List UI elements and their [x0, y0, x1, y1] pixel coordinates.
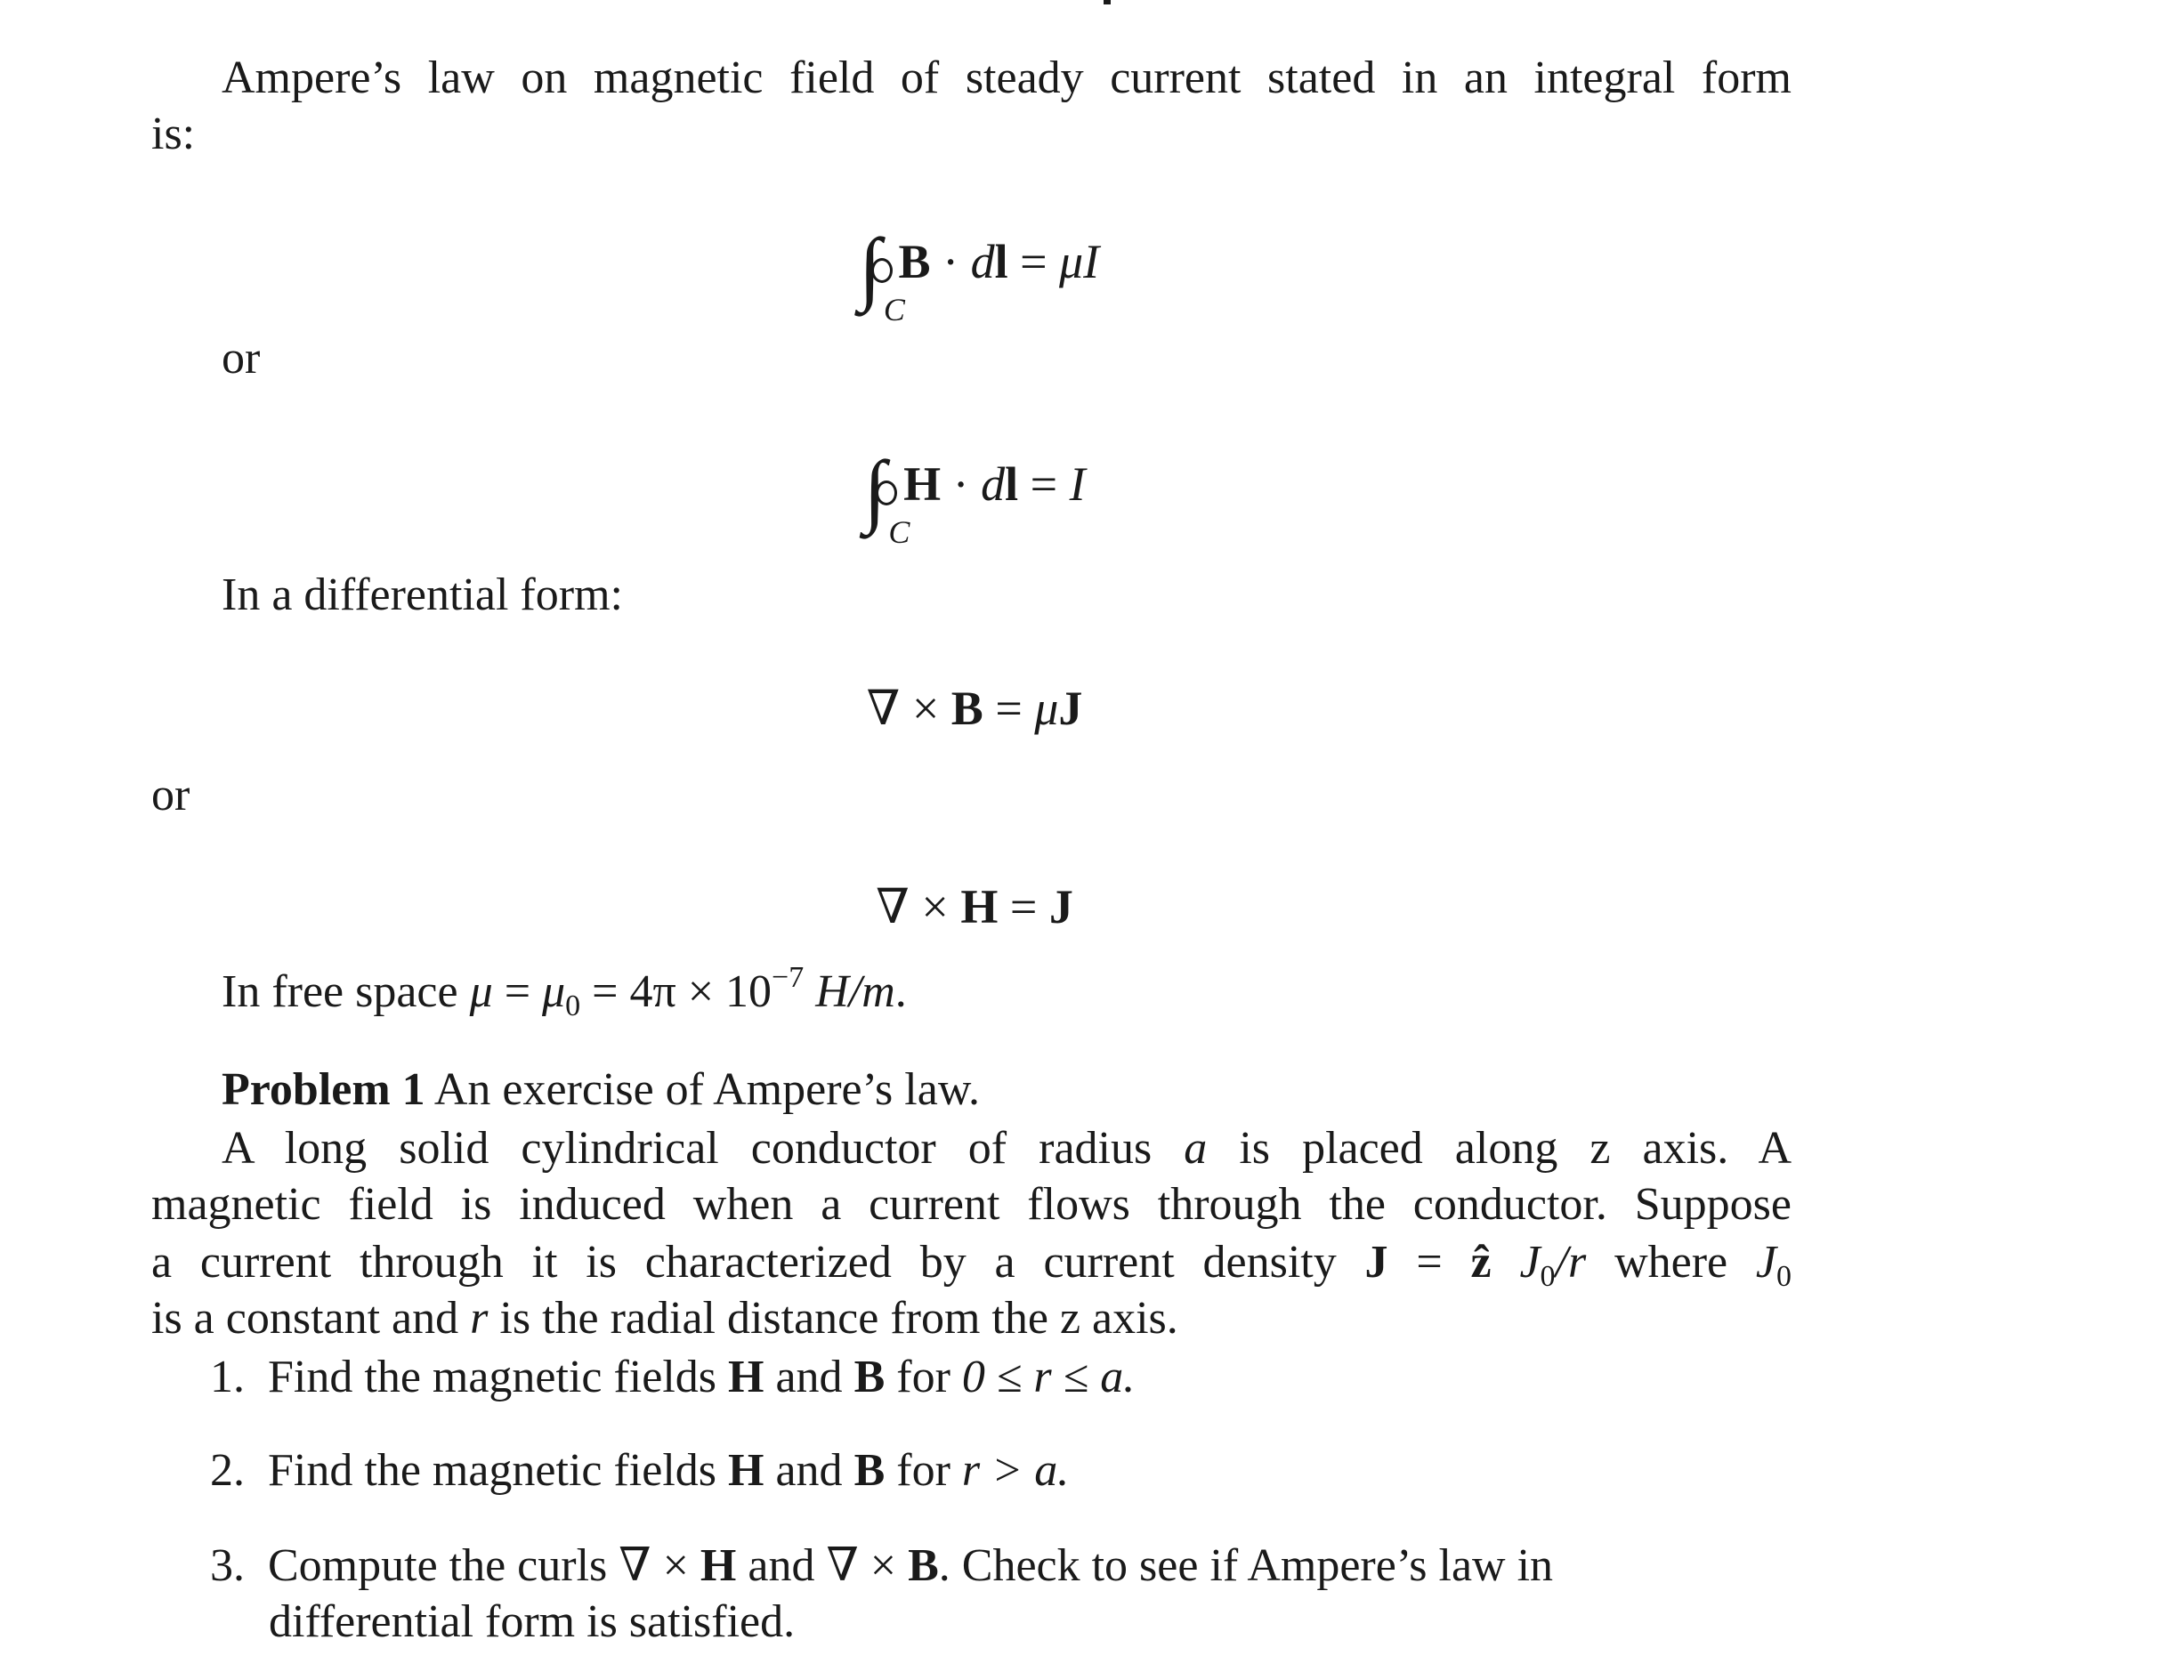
list-item-2: 2. Find the magnetic fields H and B for r > a. — [210, 1445, 1070, 1496]
intro-line-1: Ampere’s law on magnetic field of steady current stated in an integral form — [222, 52, 1792, 103]
problem-line-1: A long solid cylindrical conductor of radius a is placed along z axis. A — [222, 1123, 1792, 1174]
problem-heading: Problem 1 An exercise of Ampere’s law. — [222, 1064, 980, 1115]
differential-form-intro: In a differential form: — [222, 569, 623, 620]
problem-line-3: a current through it is characterized by a current density J = ẑ J0/r where J0 — [151, 1237, 1792, 1293]
free-space-line: In free space $\mu = \mu 0 = 4\pi \times 10^{-7}$ H/m. — [222, 961, 907, 1022]
or-text-2: or — [151, 770, 190, 820]
problem-line-2: magnetic field is induced when a current flows through the conductor. Suppose — [151, 1179, 1792, 1230]
equation-integral-B: ∫ C B · dl = μI — [858, 221, 1100, 327]
equation-curl-H: ∇ × H = J — [876, 880, 1073, 933]
page-top-mark — [1104, 0, 1111, 4]
intro-line-2: is: — [151, 109, 196, 159]
list-item-3: 3. Compute the curls ∇ × H and ∇ × B. Check to see if Ampere’s law in — [210, 1540, 1554, 1591]
problem-label: Problem 1 — [222, 1064, 425, 1115]
contour-integral-icon: ∫ C — [858, 221, 905, 327]
or-text-1: or — [222, 333, 261, 384]
list-item-1: 1. Find the magnetic fields H and B for 0 ≤ r ≤ a. — [210, 1352, 1136, 1402]
problem-line-4: is a constant and r is the radial distance from the z axis. — [151, 1293, 1178, 1344]
contour-integral-icon: ∫ C — [863, 443, 910, 550]
equation-integral-H: ∫ C H · dl = I — [863, 443, 1086, 550]
equation-curl-B: ∇ × B = μJ — [866, 682, 1083, 735]
list-item-3-line-2: differential form is satisfied. — [269, 1596, 796, 1647]
